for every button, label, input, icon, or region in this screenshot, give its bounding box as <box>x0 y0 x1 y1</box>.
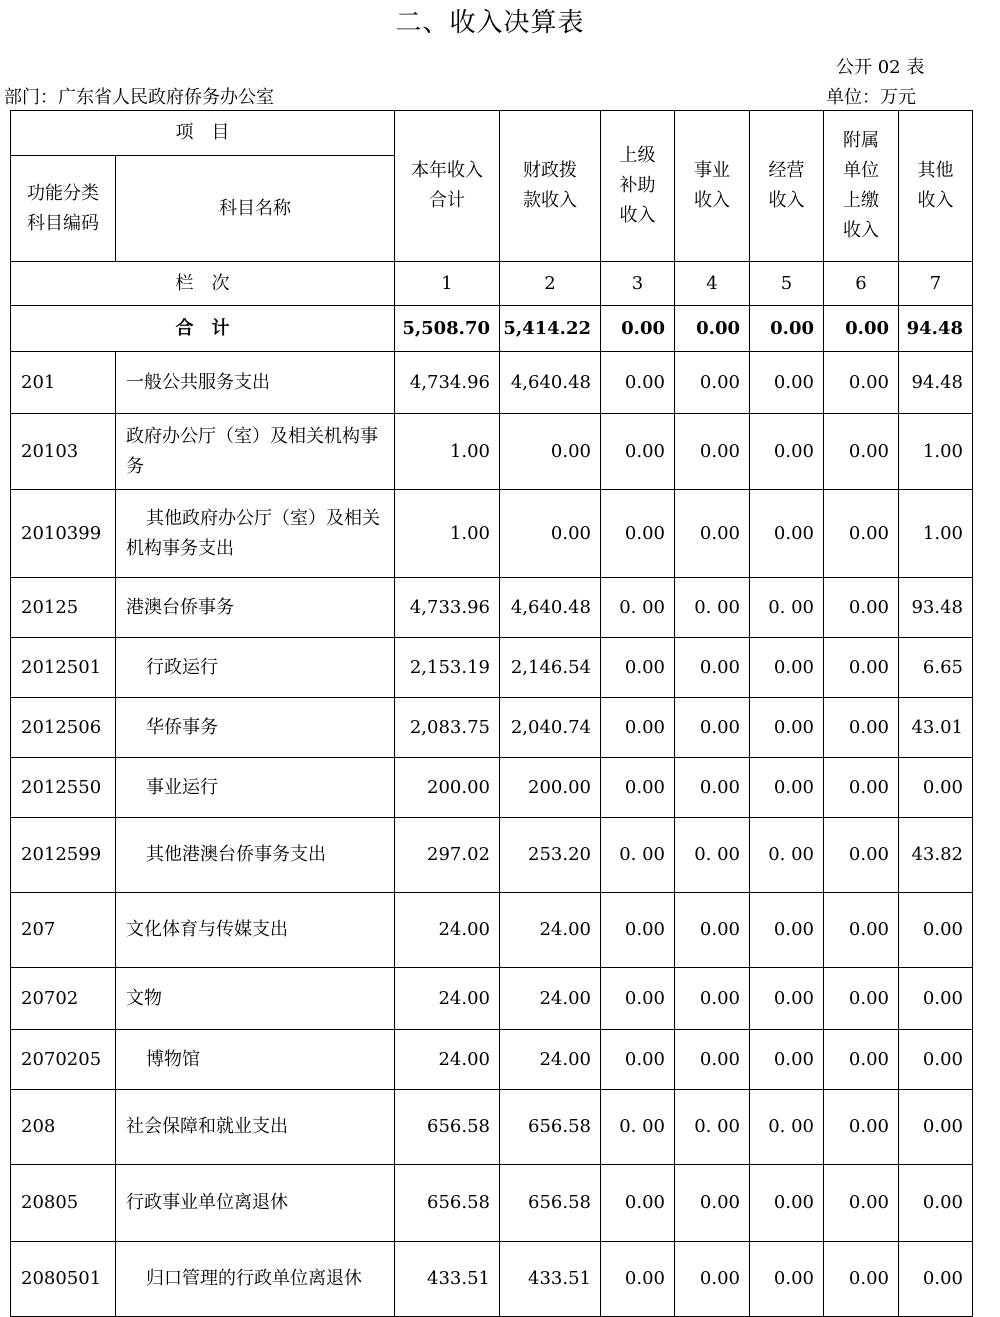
total-value: 0.00 <box>824 306 899 352</box>
row-value: 0.00 <box>675 968 750 1030</box>
table-row <box>11 1165 973 1242</box>
row-value: 0.00 <box>750 968 824 1030</box>
table-row <box>11 1030 973 1090</box>
row-code: 20103 <box>11 414 116 490</box>
row-value: 656.58 <box>500 1090 601 1165</box>
row-code: 2012506 <box>11 698 116 758</box>
table-row <box>11 414 973 490</box>
row-value: 0.00 <box>824 414 899 490</box>
row-value: 2,083.75 <box>395 698 500 758</box>
row-code: 2070205 <box>11 1030 116 1090</box>
row-value: 0.00 <box>675 1030 750 1090</box>
row-code: 20805 <box>11 1165 116 1242</box>
row-code: 20125 <box>11 578 116 638</box>
row-value: 0. 00 <box>750 818 824 893</box>
row-value: 0.00 <box>824 1165 899 1242</box>
row-code: 2012501 <box>11 638 116 698</box>
row-value: 24.00 <box>500 968 601 1030</box>
row-value: 0.00 <box>675 893 750 968</box>
table-row <box>11 1090 973 1165</box>
row-code: 2010399 <box>11 490 116 578</box>
row-value: 656.58 <box>395 1165 500 1242</box>
row-value: 0.00 <box>675 352 750 414</box>
row-value: 0.00 <box>750 490 824 578</box>
row-value: 0.00 <box>601 352 675 414</box>
row-value: 0. 00 <box>750 1090 824 1165</box>
row-value: 0.00 <box>601 638 675 698</box>
row-value: 0. 00 <box>750 578 824 638</box>
row-value: 0.00 <box>824 578 899 638</box>
total-value: 0.00 <box>601 306 675 352</box>
row-value: 0. 00 <box>601 1090 675 1165</box>
row-value: 0.00 <box>824 893 899 968</box>
table-row <box>11 968 973 1030</box>
total-value: 5,508.70 <box>395 306 500 352</box>
row-value: 0.00 <box>824 638 899 698</box>
table-row <box>11 818 973 893</box>
row-value: 433.51 <box>500 1242 601 1317</box>
row-value: 0.00 <box>601 1165 675 1242</box>
row-index-2: 2 <box>500 262 601 306</box>
header-col-7: 其他收入 <box>899 111 973 262</box>
total-value: 0.00 <box>750 306 824 352</box>
income-final-accounts-table <box>10 110 973 1317</box>
row-value: 0.00 <box>899 1090 973 1165</box>
row-value: 0.00 <box>601 893 675 968</box>
row-value: 0.00 <box>601 698 675 758</box>
row-value: 297.02 <box>395 818 500 893</box>
row-code: 2080501 <box>11 1242 116 1317</box>
table-row <box>11 758 973 818</box>
total-value: 5,414.22 <box>500 306 601 352</box>
header-item: 项 目 <box>11 111 395 156</box>
row-value: 656.58 <box>500 1165 601 1242</box>
total-value: 0.00 <box>675 306 750 352</box>
row-value: 0. 00 <box>675 1090 750 1165</box>
row-value: 2,146.54 <box>500 638 601 698</box>
row-value: 0.00 <box>750 758 824 818</box>
row-value: 0.00 <box>824 1030 899 1090</box>
row-value: 0.00 <box>824 758 899 818</box>
row-value: 0. 00 <box>675 578 750 638</box>
row-value: 4,733.96 <box>395 578 500 638</box>
table-row <box>11 893 973 968</box>
row-subject-name: 事业运行 <box>116 758 395 818</box>
total-value: 94.48 <box>899 306 973 352</box>
row-value: 4,640.48 <box>500 578 601 638</box>
row-value: 24.00 <box>395 893 500 968</box>
row-code: 207 <box>11 893 116 968</box>
row-value: 433.51 <box>395 1242 500 1317</box>
row-value: 1.00 <box>899 490 973 578</box>
row-value: 253.20 <box>500 818 601 893</box>
row-value: 0.00 <box>824 698 899 758</box>
row-value: 0.00 <box>824 968 899 1030</box>
form-number: 公开 02 表 <box>836 57 925 78</box>
table-row <box>11 352 973 414</box>
table-row <box>11 698 973 758</box>
row-value: 0.00 <box>675 414 750 490</box>
row-subject-name: 其他港澳台侨事务支出 <box>116 818 395 893</box>
row-value: 24.00 <box>395 1030 500 1090</box>
row-value: 0.00 <box>601 968 675 1030</box>
row-value: 0. 00 <box>601 578 675 638</box>
row-code: 20702 <box>11 968 116 1030</box>
header-col-2: 财政拨款收入 <box>500 111 601 262</box>
row-value: 1.00 <box>899 414 973 490</box>
row-value: 0.00 <box>750 1165 824 1242</box>
row-value: 4,734.96 <box>395 352 500 414</box>
row-value: 0.00 <box>750 1242 824 1317</box>
table-row <box>11 1242 973 1317</box>
row-value: 0.00 <box>500 490 601 578</box>
row-subject-name: 文化体育与传媒支出 <box>116 893 395 968</box>
row-value: 0.00 <box>899 1030 973 1090</box>
row-value: 1.00 <box>395 414 500 490</box>
header-col-6: 附属单位上缴收入 <box>824 111 899 262</box>
row-index-6: 6 <box>824 262 899 306</box>
row-index-4: 4 <box>675 262 750 306</box>
row-subject-name: 港澳台侨事务 <box>116 578 395 638</box>
row-value: 2,040.74 <box>500 698 601 758</box>
page-title: 二、收入决算表 <box>395 8 585 38</box>
row-value: 0.00 <box>675 698 750 758</box>
row-value: 0.00 <box>601 1030 675 1090</box>
header-col-5: 经营收入 <box>750 111 824 262</box>
row-subject-name: 其他政府办公厅（室）及相关机构事务支出 <box>116 490 395 578</box>
row-index-3: 3 <box>601 262 675 306</box>
row-value: 0.00 <box>750 893 824 968</box>
row-value: 200.00 <box>500 758 601 818</box>
total-label: 合 计 <box>11 306 395 352</box>
row-subject-name: 行政运行 <box>116 638 395 698</box>
row-value: 0.00 <box>675 490 750 578</box>
row-value: 93.48 <box>899 578 973 638</box>
row-value: 0.00 <box>750 414 824 490</box>
table-row <box>11 578 973 638</box>
row-value: 0.00 <box>601 414 675 490</box>
row-subject-name: 华侨事务 <box>116 698 395 758</box>
row-value: 0.00 <box>601 490 675 578</box>
row-subject-name: 归口管理的行政单位离退休 <box>116 1242 395 1317</box>
row-value: 0.00 <box>824 490 899 578</box>
row-value: 0.00 <box>824 1090 899 1165</box>
row-subject-name: 文物 <box>116 968 395 1030</box>
row-subject-name: 社会保障和就业支出 <box>116 1090 395 1165</box>
row-value: 0.00 <box>899 758 973 818</box>
row-value: 0.00 <box>750 1030 824 1090</box>
header-col-4: 事业收入 <box>675 111 750 262</box>
row-subject-name: 博物馆 <box>116 1030 395 1090</box>
row-index-5: 5 <box>750 262 824 306</box>
header-col-1: 本年收入合计 <box>395 111 500 262</box>
row-value: 43.82 <box>899 818 973 893</box>
row-value: 0.00 <box>750 698 824 758</box>
row-subject-name: 政府办公厅（室）及相关机构事务 <box>116 414 395 490</box>
row-index-label: 栏 次 <box>11 262 395 306</box>
row-value: 24.00 <box>500 1030 601 1090</box>
row-value: 43.01 <box>899 698 973 758</box>
row-value: 4,640.48 <box>500 352 601 414</box>
department-label: 部门：广东省人民政府侨务办公室 <box>4 87 274 108</box>
row-value: 0.00 <box>824 352 899 414</box>
row-value: 0.00 <box>675 638 750 698</box>
row-value: 0.00 <box>899 968 973 1030</box>
row-code: 208 <box>11 1090 116 1165</box>
row-index-7: 7 <box>899 262 973 306</box>
row-value: 94.48 <box>899 352 973 414</box>
row-value: 0.00 <box>675 758 750 818</box>
row-value: 6.65 <box>899 638 973 698</box>
row-value: 0.00 <box>601 758 675 818</box>
header-func-code: 功能分类科目编码 <box>11 156 116 262</box>
row-value: 0.00 <box>601 1242 675 1317</box>
row-value: 0. 00 <box>675 818 750 893</box>
header-col-3: 上级补助收入 <box>601 111 675 262</box>
row-value: 0.00 <box>824 818 899 893</box>
row-subject-name: 一般公共服务支出 <box>116 352 395 414</box>
row-value: 0.00 <box>899 1242 973 1317</box>
row-value: 24.00 <box>500 893 601 968</box>
row-code: 2012599 <box>11 818 116 893</box>
row-value: 0.00 <box>824 1242 899 1317</box>
row-value: 0.00 <box>750 352 824 414</box>
row-code: 2012550 <box>11 758 116 818</box>
row-subject-name: 行政事业单位离退休 <box>116 1165 395 1242</box>
row-value: 656.58 <box>395 1090 500 1165</box>
row-value: 0.00 <box>500 414 601 490</box>
row-value: 24.00 <box>395 968 500 1030</box>
row-index-1: 1 <box>395 262 500 306</box>
row-value: 0.00 <box>750 638 824 698</box>
row-value: 0.00 <box>899 893 973 968</box>
row-value: 2,153.19 <box>395 638 500 698</box>
table-row <box>11 638 973 698</box>
row-value: 0.00 <box>899 1165 973 1242</box>
header-subject-name: 科目名称 <box>116 156 395 262</box>
row-value: 0.00 <box>675 1165 750 1242</box>
table-row <box>11 490 973 578</box>
row-value: 0. 00 <box>601 818 675 893</box>
row-value: 1.00 <box>395 490 500 578</box>
row-value: 0.00 <box>675 1242 750 1317</box>
row-value: 200.00 <box>395 758 500 818</box>
unit-label: 单位：万元 <box>826 87 916 108</box>
row-code: 201 <box>11 352 116 414</box>
